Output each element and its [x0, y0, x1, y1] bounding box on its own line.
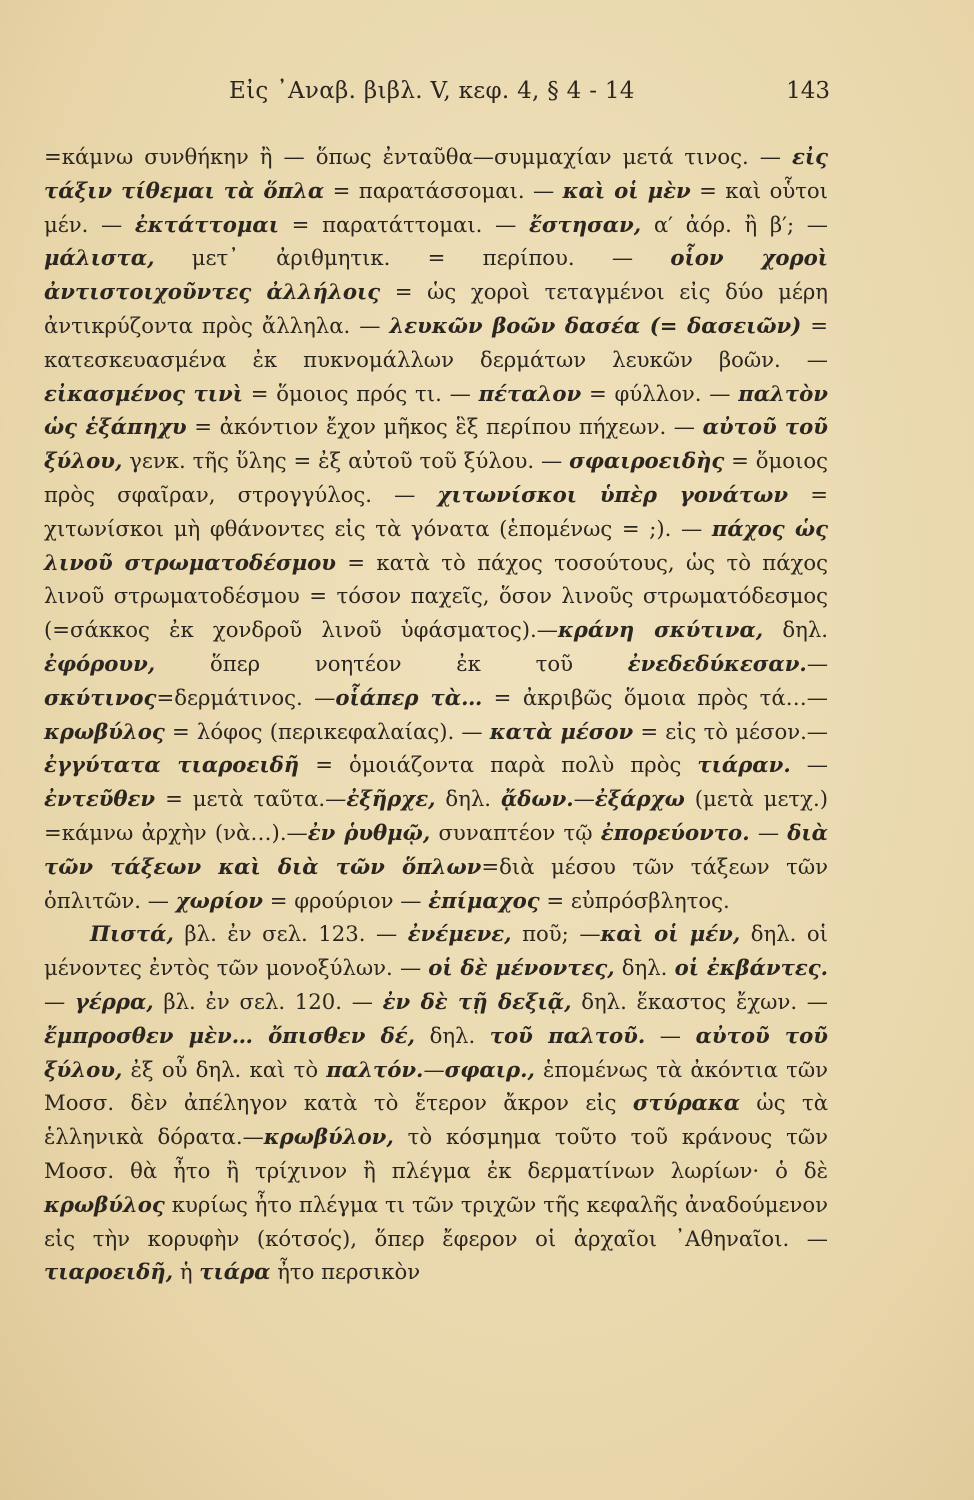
- gloss-text: —: [749, 819, 788, 845]
- gloss-text: δηλ. οἱ μένοντες ἐντὸς τῶν μονοξύλων. —: [44, 921, 828, 981]
- lemma-term: τιαροειδῆ,: [44, 1259, 174, 1285]
- gloss-text: ποῦ; —: [511, 921, 601, 947]
- gloss-text: —: [645, 1022, 696, 1048]
- lemma-term: καὶ οἱ μέν,: [600, 921, 741, 947]
- lemma-term: διὰ τῶν τάξεων καὶ διὰ τῶν ὅπλων: [44, 819, 828, 879]
- gloss-text: (μετὰ μετχ.) =κάμνω ἀρχὴν (νὰ…).—: [44, 786, 828, 845]
- gloss-text: = ὡς χοροὶ τεταγμένοι εἰς δύο μέρη ἀντικρύζοντα πρὸς ἄλληλα. —: [44, 279, 828, 338]
- gloss-text: = εἰς τὸ μέσον.—: [633, 718, 828, 744]
- gloss-text: ἦτο περσικὸν: [270, 1259, 421, 1285]
- lemma-term: ἐπορεύοντο.: [600, 819, 750, 845]
- gloss-text: = ἀκόντιον ἔχον μῆκος ἓξ περίπου πήχεων. —: [186, 414, 703, 440]
- gloss-text: = ἀκριβῶς ὅμοια πρὸς τά…—: [482, 684, 828, 710]
- gloss-text: δηλ. ἕκαστος ἔχων. —: [571, 988, 828, 1014]
- lemma-term: ἐξάρχω: [594, 786, 685, 812]
- gloss-text: —: [44, 988, 75, 1014]
- lemma-term: ἐφόρουν,: [44, 650, 156, 676]
- lemma-term: ἐντεῦθεν: [44, 786, 156, 812]
- lemma-term: ἐνεδεδύκεσαν.: [627, 650, 807, 676]
- lemma-term: ᾄδων.: [500, 786, 574, 812]
- lemma-term: οἷάπερ τὰ…: [335, 684, 483, 710]
- lemma-term: πέταλον: [478, 380, 582, 406]
- gloss-text: ὅπερ νοητέον ἐκ τοῦ: [155, 650, 628, 676]
- gloss-text: = λόφος (περικεφαλαίας). —: [164, 718, 490, 744]
- gloss-text: γενκ. τῆς ὕλης = ἐξ αὐτοῦ τοῦ ξύλου. —: [122, 448, 570, 474]
- lemma-term: κρωβύλος: [44, 718, 165, 744]
- lemma-term: ἐνέμενε,: [407, 921, 512, 947]
- gloss-text: α′ ἀόρ. ἢ β′; —: [641, 211, 828, 237]
- paragraph: [44, 917, 828, 1289]
- lemma-term: ἔμπροσθεν μὲν… ὄπισθεν δέ,: [44, 1022, 415, 1048]
- gloss-text: συναπτέον τῷ: [430, 819, 601, 845]
- lemma-term: μάλιστα,: [44, 245, 155, 271]
- gloss-text: τὸ κόσμημα τοῦτο τοῦ κράνους τῶν Μοσσ. θὰ ἦτο ἢ τρίχινον ἢ πλέγμα ἐκ δερματίνων λωρίων· ὁ δὲ: [44, 1124, 828, 1183]
- lemma-term: αὐτοῦ τοῦ ξύλου,: [44, 1022, 828, 1082]
- gloss-text: =διὰ μέσου τῶν τάξεων τῶν ὁπλιτῶν. —: [44, 853, 828, 913]
- gloss-text: δηλ.: [435, 786, 501, 812]
- lemma-term: οἷον χοροὶ ἀντιστοιχοῦντες ἀλλήλοις: [44, 245, 828, 305]
- gloss-text: δηλ.: [614, 955, 675, 981]
- gloss-text: —: [790, 752, 828, 778]
- lemma-term: οἱ ἐκβάντες.: [674, 955, 828, 981]
- lemma-term: τοῦ παλτοῦ.: [489, 1022, 646, 1048]
- gloss-text: =δερμάτινος. —: [156, 684, 336, 710]
- gloss-text: κυρίως ἦτο πλέγμα τι τῶν τριχῶν τῆς κεφαλῆς ἀναδούμενον εἰς τὴν κορυφὴν (κότσο̕ς), ὅπερ ἔφερον οἱ ἀρχαῖοι ᾿Αθηναῖοι. —: [44, 1191, 828, 1251]
- gloss-text: ἐξ οὗ δηλ. καὶ τὸ: [122, 1056, 327, 1082]
- lemma-term: Πιστά,: [90, 921, 174, 947]
- lemma-term: οἱ δὲ μένοντες,: [428, 955, 615, 981]
- gloss-text: βλ. ἐν σελ. 123. —: [173, 921, 408, 947]
- gloss-text: βλ. ἐν σελ. 120. —: [153, 988, 383, 1014]
- lemma-term: ἐγγύτατα τιαροειδῆ: [44, 752, 300, 778]
- lemma-term: ἔστησαν,: [528, 211, 642, 237]
- gloss-text: μετ᾿ ἀριθμητικ. = περίπου. —: [154, 245, 671, 271]
- gloss-text: = μετὰ ταῦτα.—: [155, 786, 347, 812]
- lemma-term: τιάρα: [199, 1259, 271, 1285]
- lemma-term: παλτὸν ὡς ἑξάπηχυ: [44, 380, 829, 440]
- lemma-term: κατὰ μέσον: [489, 718, 634, 744]
- gloss-text: = παρατάττομαι. —: [278, 211, 529, 237]
- page-number: 143: [786, 78, 830, 104]
- gloss-text: = κατὰ τὸ πάχος τοσούτους, ὡς τὸ πάχος λινοῦ στρωματοδέσμου = τόσον παχεῖς, ὅσον λινοῦς στρωματόδεσμος (=σάκκος ἐκ χονδροῦ λινοῦ ὑφάσματος).—: [44, 549, 828, 643]
- gloss-text: ὡς τὰ ἑλληνικὰ δόρατα.—: [44, 1090, 828, 1150]
- lemma-term: σφαιρ.,: [444, 1056, 535, 1082]
- gloss-text: = ὁμοιάζοντα παρὰ πολὺ πρὸς: [299, 752, 698, 778]
- lemma-term: παλτόν.: [326, 1056, 424, 1082]
- lemma-term: αὐτοῦ τοῦ ξύλου,: [44, 414, 829, 474]
- gloss-text: ἡ: [173, 1259, 200, 1285]
- lemma-term: ἐν ῥυθμῷ,: [307, 819, 431, 845]
- lemma-term: κρωβύλον,: [263, 1124, 394, 1150]
- lemma-term: ἐπίμαχος: [428, 887, 540, 913]
- lemma-term: ἐξῆρχε,: [346, 786, 436, 812]
- lemma-term: χωρίον: [175, 887, 263, 913]
- lemma-term: εἰς τάξιν τίθεμαι τὰ ὅπλα: [44, 144, 828, 203]
- lemma-term: καὶ οἱ μὲν: [562, 177, 691, 203]
- lemma-term: λευκῶν βοῶν δασέα (= δασειῶν): [389, 312, 802, 338]
- gloss-text: —: [806, 650, 828, 676]
- paragraph: [44, 140, 828, 917]
- running-title: Εἰς ᾿Αναβ. βιβλ. V, κεφ. 4, § 4 - 14: [229, 78, 635, 104]
- lemma-term: γέρρα,: [74, 988, 154, 1014]
- gloss-text: = παρατάσσομαι. —: [324, 177, 563, 203]
- gloss-text: = χιτωνίσκοι μὴ φθάνοντες εἰς τὰ γόνατα (ἑπομένως = ;). —: [44, 481, 828, 541]
- gloss-text: δηλ.: [415, 1022, 490, 1048]
- lemma-term: σφαιροειδὴς: [569, 448, 725, 474]
- gloss-text: —: [573, 786, 595, 812]
- gloss-text: —: [423, 1056, 445, 1082]
- lemma-term: εἰκασμένος τινὶ: [44, 380, 243, 406]
- lemma-term: πάχος ὡς λινοῦ στρωματοδέσμου: [44, 515, 829, 575]
- gloss-text: = ὅμοιος πρός τι. —: [242, 380, 479, 406]
- gloss-text: = κατεσκευασμένα ἐκ πυκνομάλλων δερμάτων λευκῶν βοῶν. —: [44, 312, 828, 372]
- lemma-term: στύρακα: [632, 1090, 741, 1116]
- lemma-term: κράνη σκύτινα,: [557, 617, 764, 643]
- lemma-term: σκύτινος: [44, 684, 157, 710]
- body-text: [44, 140, 828, 1289]
- gloss-text: = φύλλον. —: [581, 380, 739, 406]
- gloss-text: = φρούριον —: [262, 887, 429, 913]
- gloss-text: = καὶ οὗτοι μέν. —: [44, 177, 828, 237]
- gloss-text: = εὐπρόσβλητος.: [539, 887, 730, 913]
- gloss-text: δηλ.: [763, 617, 828, 643]
- running-header: [44, 78, 828, 118]
- gloss-text: ἑπομένως τὰ ἀκόντια τῶν Μοσσ. δὲν ἀπέληγον κατὰ τὸ ἕτερον ἄκρον εἰς: [44, 1056, 828, 1116]
- lemma-term: ἐν δὲ τῇ δεξιᾷ,: [382, 988, 572, 1014]
- gloss-text: =κάμνω συνθήκην ἢ — ὅπως ἐνταῦθα—συμμαχίαν μετά τινος. —: [44, 144, 792, 169]
- lemma-term: κρωβύλος: [44, 1191, 165, 1217]
- lemma-term: τιάραν.: [697, 752, 791, 778]
- lemma-term: χιτωνίσκοι ὑπὲρ γονάτων: [437, 481, 789, 507]
- lemma-term: ἐκτάττομαι: [134, 211, 279, 237]
- gloss-text: = ὅμοιος πρὸς σφαῖραν, στρογγύλος. —: [44, 448, 828, 507]
